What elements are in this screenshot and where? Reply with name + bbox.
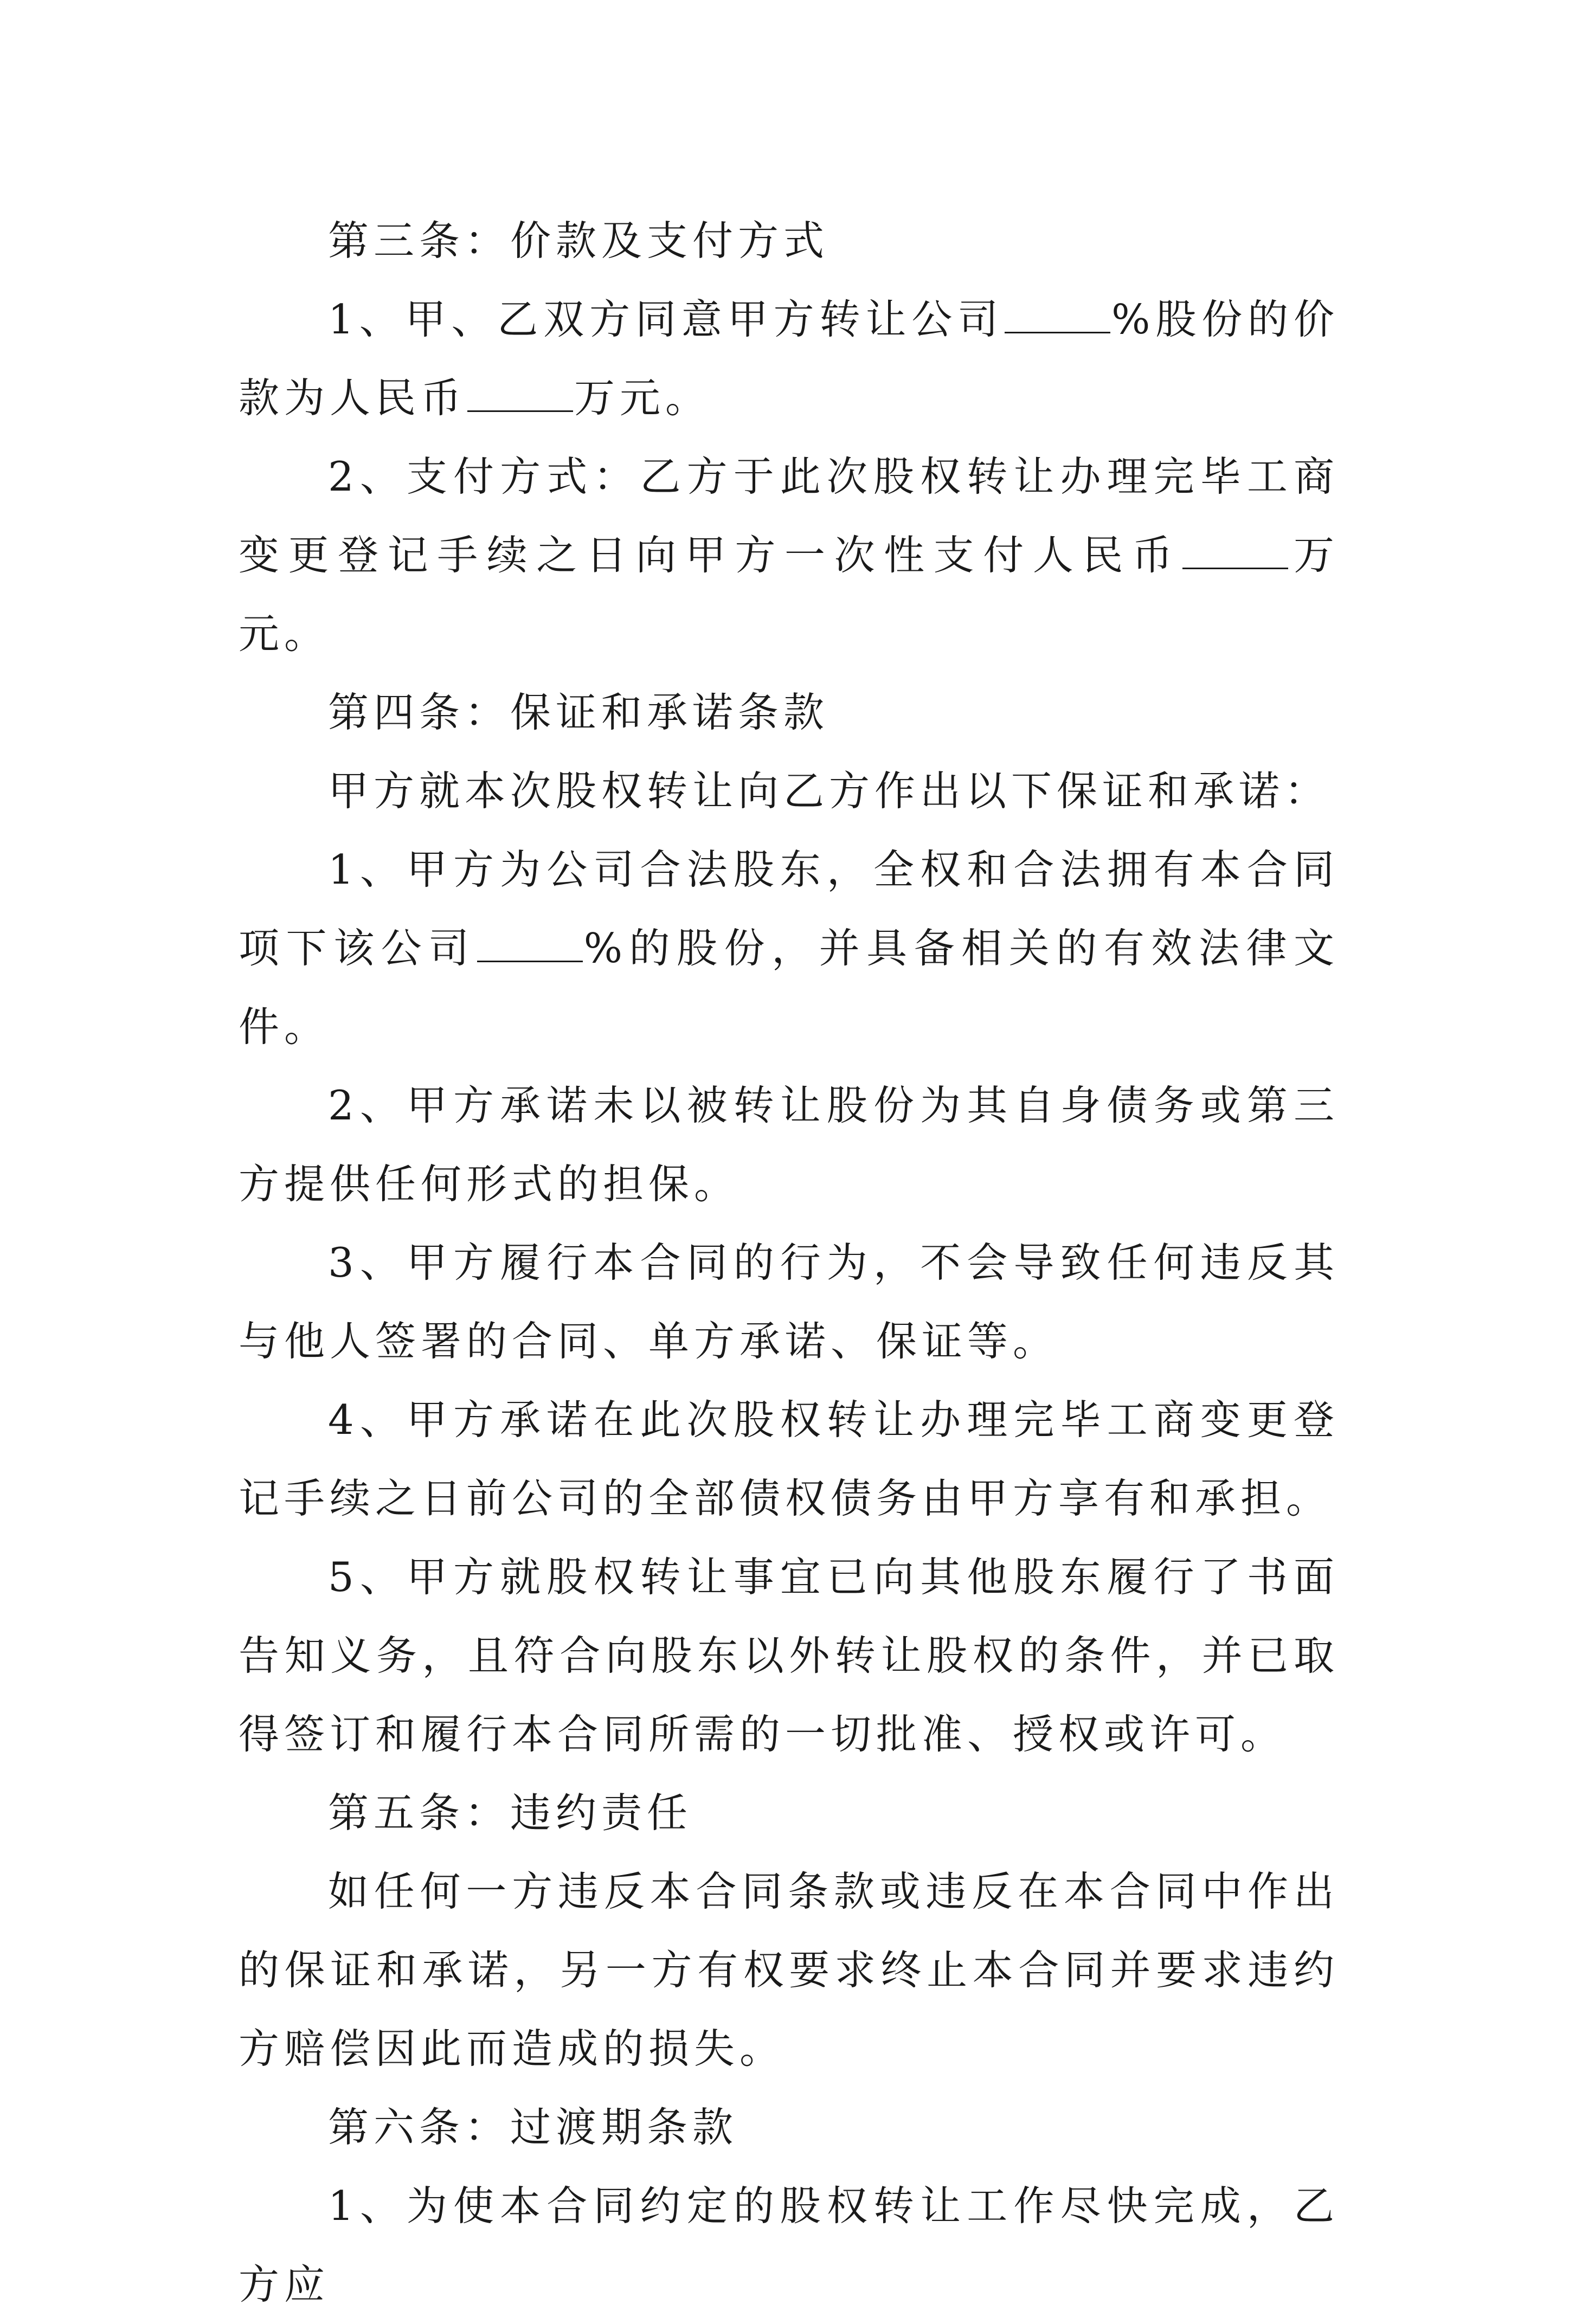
fill-blank bbox=[467, 410, 573, 412]
article-4-clause-4: 4、甲方承诺在此次股权转让办理完毕工商变更登记手续之日前公司的全部债权债务由甲方享有和承担。 bbox=[239, 1396, 1339, 1522]
article-5-heading: 第五条：违约责任 bbox=[328, 1789, 693, 1837]
document-body bbox=[239, 202, 1339, 2324]
fill-blank bbox=[1182, 567, 1288, 569]
article-4-clause-1-part-a: 1、甲方为公司合法股东，全权和合法拥有本合同项下该公司 bbox=[239, 846, 1339, 972]
article-4-clause-5: 5、甲方就股权转让事宜已向其他股东履行了书面告知义务，且符合向股东以外转让股权的条件，并已取得签订和履行本合同所需的一切批准、授权或许可。 bbox=[239, 1553, 1339, 1758]
article-4-clause-2: 2、甲方承诺未以被转让股份为其自身债务或第三方提供任何形式的担保。 bbox=[239, 1081, 1339, 1208]
article-4-intro: 甲方就本次股权转让向乙方作出以下保证和承诺： bbox=[328, 767, 1330, 815]
article-6-heading: 第六条：过渡期条款 bbox=[328, 2103, 738, 2151]
article-4-clause-3: 3、甲方履行本合同的行为，不会导致任何违反其与他人签署的合同、单方承诺、保证等。 bbox=[239, 1239, 1339, 1365]
article-4-clause-1-part-b: %的股份，并具备相关的有效法律文件。 bbox=[239, 924, 1339, 1051]
article-3-clause-1-part-c: 万元。 bbox=[574, 374, 711, 422]
article-3-clause-1-part-b: %股份的价款为人民币 bbox=[239, 295, 1340, 422]
article-3-clause-1-part-a: 1、甲、乙双方同意甲方转让公司 bbox=[328, 295, 1004, 343]
article-3-heading: 第三条：价款及支付方式 bbox=[328, 217, 829, 265]
fill-blank bbox=[477, 960, 583, 962]
article-3-clause-2-part-a: 2、支付方式：乙方于此次股权转让办理完毕工商变更登记手续之日向甲方一次性支付人民币 bbox=[239, 453, 1339, 579]
fill-blank bbox=[1005, 331, 1110, 333]
article-3-clause-2 bbox=[239, 437, 1339, 673]
article-4-heading: 第四条：保证和承诺条款 bbox=[328, 688, 829, 736]
article-6-clause-1: 1、为使本合同约定的股权转让工作尽快完成，乙方应 bbox=[239, 2182, 1339, 2308]
article-3-clause-1 bbox=[239, 280, 1339, 437]
article-4-clause-1 bbox=[239, 831, 1339, 1066]
article-5-clause-1: 如任何一方违反本合同条款或违反在本合同中作出的保证和承诺，另一方有权要求终止本合同并要求违约方赔偿因此而造成的损失。 bbox=[239, 1868, 1339, 2072]
article-3-clause-2-part-b: 万元。 bbox=[239, 531, 1339, 658]
